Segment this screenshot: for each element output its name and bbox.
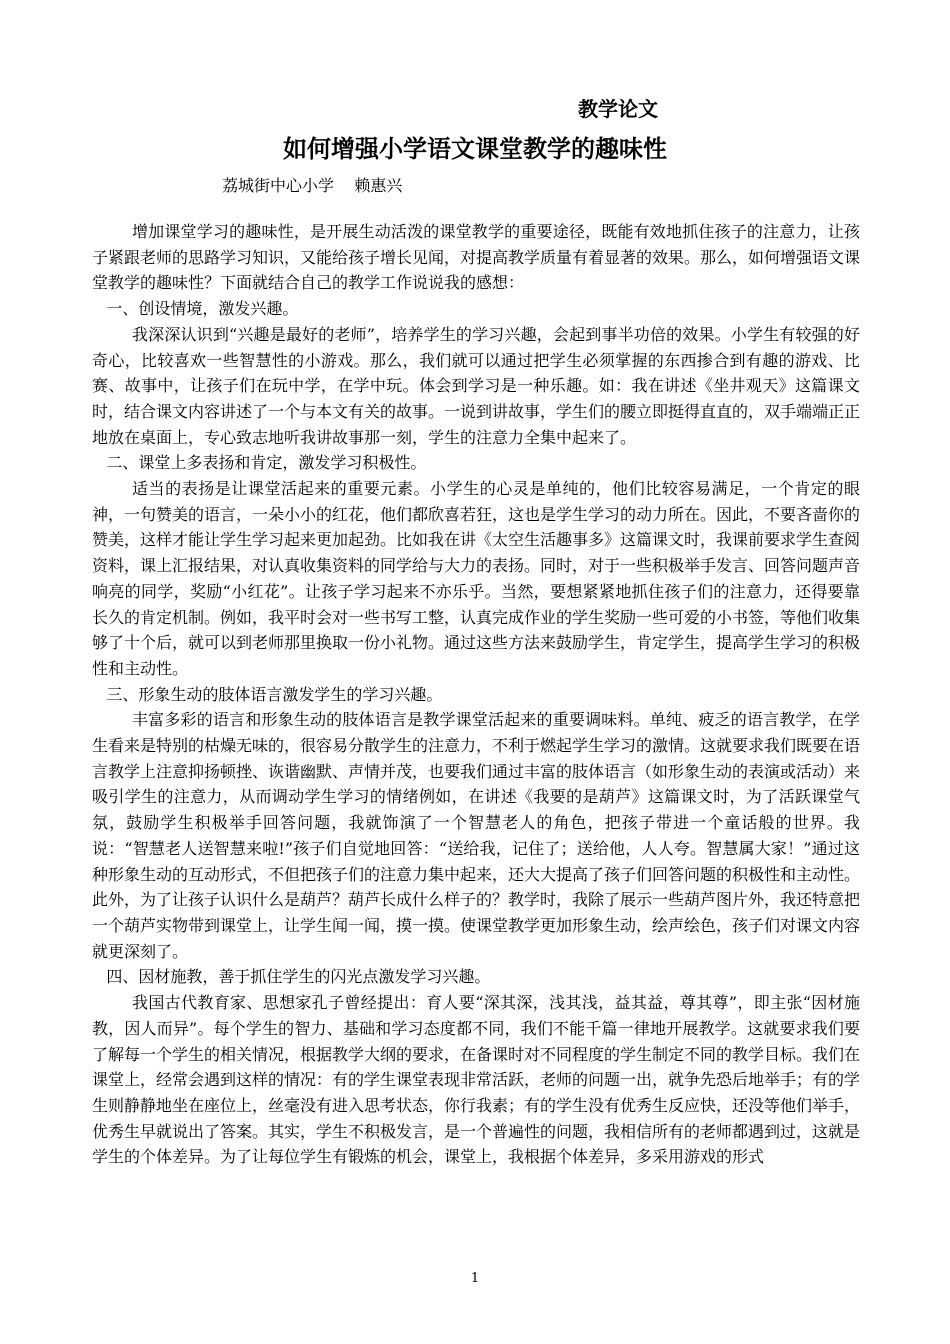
section-4-paragraph: 我国古代教育家、思想家孔子曾经提出：育人要“深其深，浅其浅，益其益，尊其尊”，即主张“因材施教，因人而异”。每个学生的智力、基础和学习态度都不同，我们不能千篇一律地开展教学。这就要求我们要了解每一个学生的相关情况，根据教学大纲的要求，在备课时对不同程度的学生制定不同的教学目标。我们在课堂上，经常会遇到这样的情况：有的学生课堂表现非常活跃，老师的问题一出，就争先恐后地举手；有的学生则静静地坐在座位上，丝毫没有进入思考状态，你行我素；有的学生没有优秀生反应快，还没等他们举手，优秀生早就说出了答案。其实，学生不积极发言，是一个普遍性的问题，我相信所有的老师都遇到过，这就是学生的个体差异。为了让每位学生有锻炼的机会，课堂上，我根据个体差异，多采用游戏的形式 [92,993,861,1167]
page-number: 1 [470,1271,480,1286]
section-2-paragraph: 适当的表扬是让课堂活起来的重要元素。小学生的心灵是单纯的，他们比较容易满足，一个肯定的眼神，一句赞美的语言，一朵小小的红花，他们都欣喜若狂，这也是学生学习的动力所在。因此，不要吝啬你的赞美，这样才能让学生学习起来更加起劲。比如我在讲《太空生活趣事多》这篇课文时，我课前要求学生查阅资料，课上汇报结果，对认真收集资料的同学给与大力的表扬。同时，对于一些积极举手发言、回答问题声音响亮的同学，奖励“小红花”。让孩子学习起来不亦乐乎。当然，要想紧紧地抓住孩子们的注意力，还得要靠长久的肯定机制。例如，我平时会对一些书写工整，认真完成作业的学生奖励一些可爱的小书签，等他们收集够了十个后，就可以到老师那里换取一份小礼物。通过这些方法来鼓励学生，肯定学生，提高学生学习的积极性和主动性。 [92,479,861,678]
document-title: 如何增强小学语文课堂教学的趣味性 [283,135,667,163]
document-body [92,219,860,1170]
section-heading-3: 三、形象生动的肢体语言激发学生的学习兴趣。 [106,684,443,704]
author-byline: 荔城街中心小学 赖惠兴 [222,176,403,195]
section-heading-1: 一、创设情境，激发兴趣。 [106,299,299,319]
intro-paragraph: 增加课堂学习的趣味性，是开展生动活泼的课堂教学的重要途径，既能有效地抓住孩子的注意力，让孩子紧跟老师的思路学习知识，又能给孩子增长见闻，对提高教学质量有着显著的效果。那么，如何增强语文课堂教学的趣味性？下面就结合自己的教学工作说说我的感想： [92,222,861,293]
section-1-paragraph: 我深深认识到“兴趣是最好的老师”，培养学生的学习兴趣，会起到事半功倍的效果。小学生有较强的好奇心，比较喜欢一些智慧性的小游戏。那么，我们就可以通过把学生必须掌握的东西掺合到有趣的游戏、比赛、故事中，让孩子们在玩中学，在学中玩。体会到学习是一种乐趣。如：我在讲述《坐井观天》这篇课文时，结合课文内容讲述了一个与本文有关的故事。一说到讲故事，学生们的腰立即挺得直直的，双手端端正正地放在桌面上，专心致志地听我讲故事那一刻，学生的注意力全集中起来了。 [92,324,861,447]
section-heading-4: 四、因材施教，善于抓住学生的闪光点激发学习兴趣。 [106,967,491,987]
section-heading-2: 二、课堂上多表扬和肯定，激发学习积极性。 [106,453,427,473]
section-3-paragraph: 丰富多彩的语言和形象生动的肢体语言是教学课堂活起来的重要调味料。单纯、疲乏的语言教学，在学生看来是特别的枯燥无味的，很容易分散学生的注意力，不利于燃起学生学习的激情。这就要求我们既要在语言教学上注意抑扬顿挫、诙谐幽默、声情并茂，也要我们通过丰富的肢体语言（如形象生动的表演或活动）来吸引学生的注意力，从而调动学生学习的情绪例如，在讲述《我要的是葫芦》这篇课文时，为了活跃课堂气氛，鼓励学生积极举手回答问题，我就饰演了一个智慧老人的角色，把孩子带进一个童话般的世界。我说：“智慧老人送智慧来啦!”孩子们自觉地回答：“送给我，记住了；送给他，人人夸。智慧属大家！”通过这种形象生动的互动形式，不但把孩子们的注意力集中起来，还大大提高了孩子们回答问题的积极性和主动性。此外，为了让孩子认识什么是葫芦？葫芦长成什么样子的？教学时，我除了展示一些葫芦图片外，我还特意把一个葫芦实物带到课堂上，让学生闻一闻，摸一摸。使课堂教学更加形象生动，绘声绘色，孩子们对课文内容就更深刻了。 [92,710,861,961]
document-category: 教学论文 [578,97,658,121]
